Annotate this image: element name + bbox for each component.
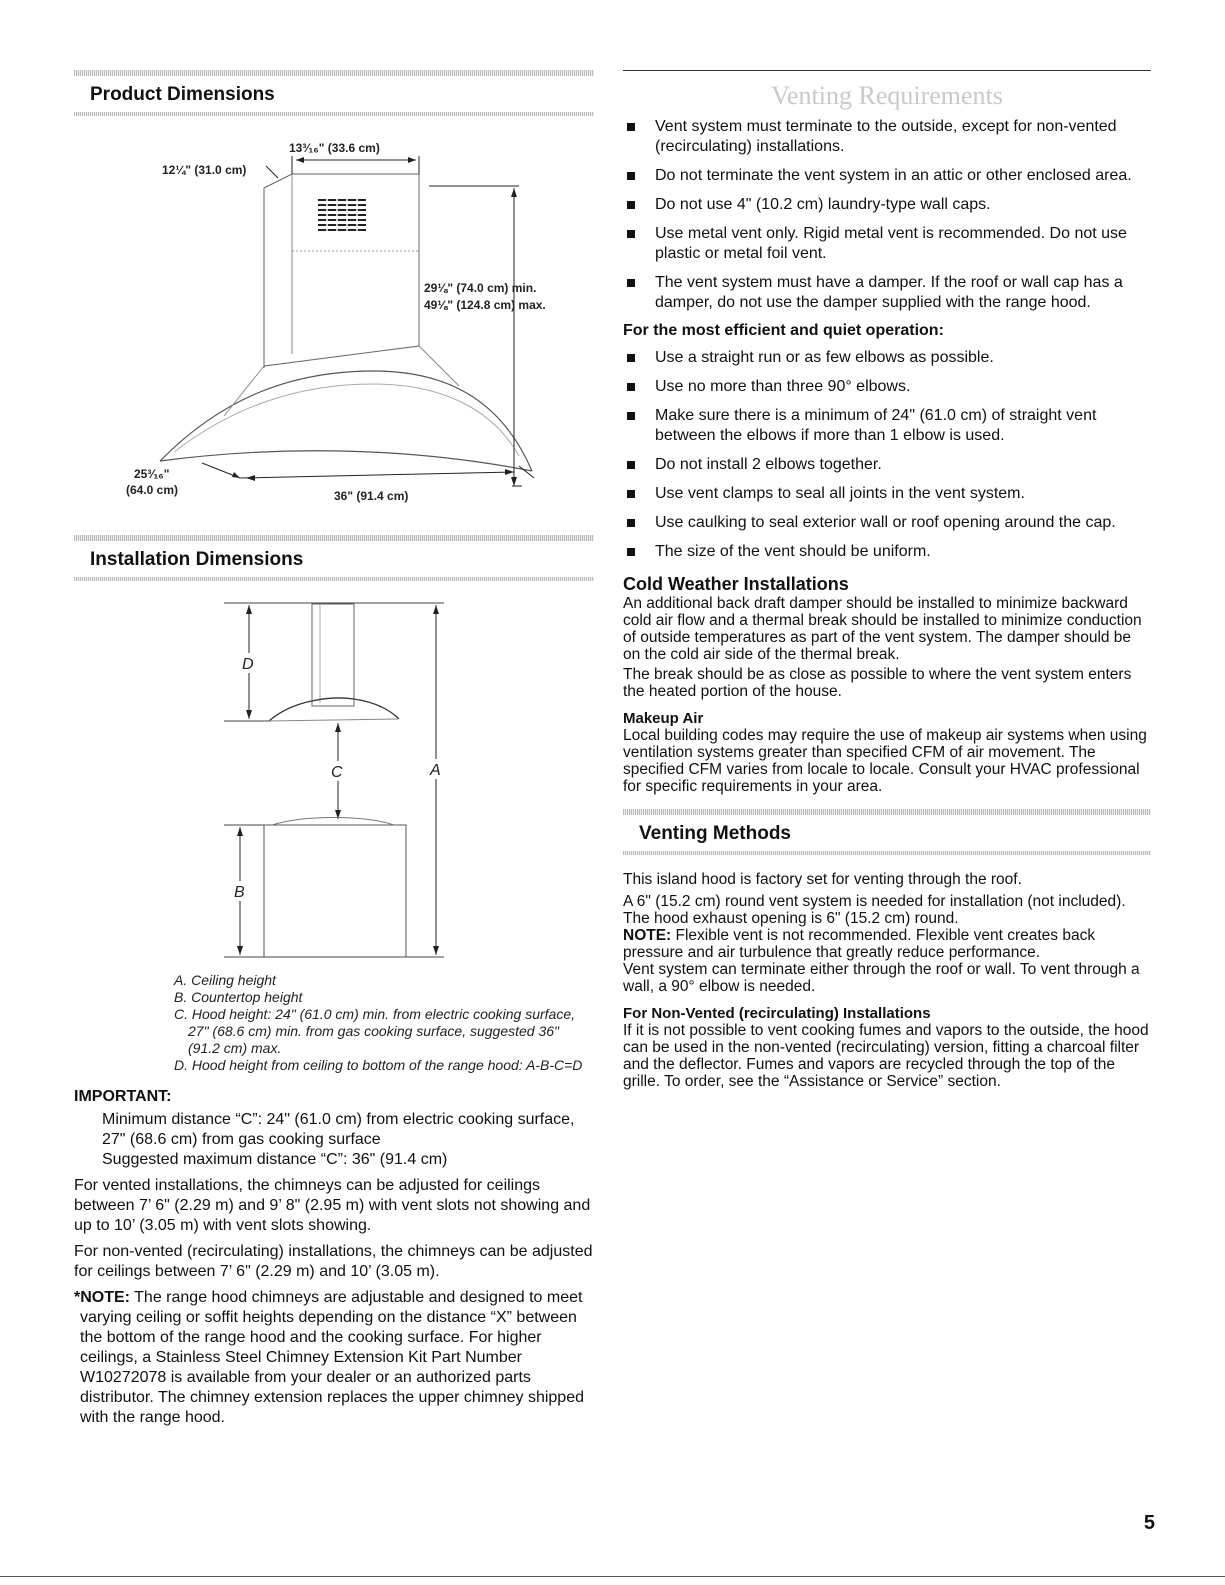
non-vented-heading: For Non-Vented (recirculating) Installations (623, 1005, 931, 1022)
venting-requirements-heading: Venting Requirements (771, 81, 1003, 110)
note-paragraph (623, 927, 1151, 961)
paragraph: If it is not possible to vent cooking fumes and vapors to the outside, the hood can be used in the non-vented (recirculating) version, fitting a charcoal filter and the deflector. Fumes and vapors are recycled through the top of the grille. To order, see the “Assistance or Service” section. (623, 1022, 1149, 1090)
vent-slots-icon (316, 196, 368, 234)
letter-d: D (242, 656, 254, 673)
efficient-operation-heading: For the most efficient and quiet operation: (623, 322, 944, 339)
important-line: Minimum distance “C”: 24" (61.0 cm) from electric cooking surface, 27" (68.6 cm) from gas cooking surface (102, 1111, 575, 1148)
installation-dimensions-heading: Installation Dimensions (90, 549, 304, 570)
note-text: Flexible vent is not recommended. Flexible vent creates back pressure and air turbulence that greatly reduce performance. (623, 927, 1096, 961)
paragraph: This island hood is factory set for venting through the roof. (623, 871, 1022, 888)
letter-b: B (234, 884, 245, 901)
paragraph: For vented installations, the chimneys can be adjusted for ceilings between 7’ 6" (2.29 m) and 9’ 8" (2.95 m) with vent slots not showing and up to 10’ (3.05 m) with vent slots showing. (74, 1177, 591, 1234)
important-line: Suggested maximum distance “C”: 36" (91.4 cm) (102, 1151, 448, 1168)
list-item: Vent system must terminate to the outside, except for non-vented (recirculating) installations. (623, 117, 1151, 157)
product-dimensions-heading: Product Dimensions (90, 84, 275, 105)
dim-left: 12¼" (31.0 cm) (162, 163, 247, 177)
dim-min: 29⅛" (74.0 cm) min. (424, 281, 537, 295)
section-divider (623, 70, 1151, 71)
note-label: NOTE: (623, 927, 672, 944)
list-item: Use no more than three 90° elbows. (623, 377, 1151, 397)
efficient-list (623, 348, 1151, 562)
list-item: Use a straight run or as few elbows as possible. (623, 348, 1151, 368)
paragraph: A 6" (15.2 cm) round vent system is needed for installation (not included). The hood exhaust opening is 6" (15.2 cm) round. (623, 893, 1126, 927)
dim-depth: 25³⁄₁₆" (134, 467, 170, 481)
letter-c: C (331, 764, 343, 781)
paragraph: The break should be as close as possible to where the vent system enters the heated portion of the house. (623, 666, 1132, 700)
list-item: The vent system must have a damper. If the roof or wall cap has a damper, do not use the damper supplied with the range hood. (623, 273, 1151, 313)
list-item: Do not install 2 elbows together. (623, 455, 1151, 475)
left-column (74, 70, 594, 1428)
dim-width: 36" (91.4 cm) (334, 489, 409, 503)
list-item: Use caulking to seal exterior wall or roof opening around the cap. (623, 513, 1151, 533)
dim-max: 49⅛" (124.8 cm) max. (424, 298, 546, 312)
paragraph: Vent system can terminate either through the roof or wall. To vent through a wall, a 90° elbow is needed. (623, 961, 1140, 995)
product-dimensions-diagram (74, 116, 594, 516)
venting-methods-heading: Venting Methods (639, 823, 791, 844)
list-item: Do not terminate the vent system in an attic or other enclosed area. (623, 166, 1151, 186)
diagram-caption (174, 972, 594, 1074)
caption-item: B. Countertop height (174, 989, 303, 1005)
dim-depth-cm: (64.0 cm) (126, 483, 179, 497)
section-divider (74, 535, 594, 541)
requirements-list (623, 117, 1151, 313)
caption-item: C. Hood height: 24" (61.0 cm) min. from electric cooking surface, 27" (68.6 cm) min. from gas cooking surface, suggested 36" (91.2 cm) max. (174, 1006, 576, 1056)
list-item: Use metal vent only. Rigid metal vent is recommended. Do not use plastic or metal foil vent. (623, 224, 1151, 264)
letter-a: A (430, 762, 441, 779)
page-number: 5 (1143, 1512, 1155, 1534)
dim-top: 13³⁄₁₆" (33.6 cm) (289, 141, 380, 155)
note-text: The range hood chimneys are adjustable and designed to meet varying ceiling or soffit heights depending on the distance “X” between the bottom of the range hood and the cooking surface. For higher ceilings, a Stainless Steel Chimney Extension Kit Part Number W10272078 is available from your dealer or an authorized parts distributor. The chimney extension replaces the upper chimney shipped with the range hood. (80, 1289, 584, 1426)
makeup-air-heading: Makeup Air (623, 710, 704, 727)
note-label: *NOTE: (74, 1289, 130, 1306)
list-item: Use vent clamps to seal all joints in the vent system. (623, 484, 1151, 504)
paragraph: For non-vented (recirculating) installations, the chimneys can be adjusted for ceilings between 7’ 6" (2.29 m) and 10’ (3.05 m). (74, 1243, 593, 1280)
important-heading: IMPORTANT: (74, 1088, 172, 1105)
list-item: Do not use 4" (10.2 cm) laundry-type wall caps. (623, 195, 1151, 215)
section-divider (74, 70, 594, 76)
bottom-rule (0, 1576, 1225, 1577)
paragraph: Local building codes may require the use of makeup air systems when using ventilation systems greater than specified CFM of air movement. The specified CFM varies from locale to locale. Consult your HVAC professional for specific requirements in your area. (623, 727, 1147, 795)
caption-item: D. Hood height from ceiling to bottom of the range hood: A-B-C=D (174, 1057, 583, 1073)
section-divider (623, 809, 1151, 815)
right-column (623, 70, 1151, 1090)
installation-dimensions-diagram (74, 581, 594, 961)
cold-weather-heading: Cold Weather Installations (623, 574, 849, 594)
caption-item: A. Ceiling height (174, 972, 276, 988)
note-paragraph (74, 1288, 594, 1428)
section-divider (623, 851, 1151, 855)
list-item: The size of the vent should be uniform. (623, 542, 1151, 562)
paragraph: An additional back draft damper should be installed to minimize backward cold air flow and a thermal break should be installed to minimize conduction of outside temperatures as part of the vent system. The damper should be on the cold air side of the thermal break. (623, 595, 1142, 663)
list-item: Make sure there is a minimum of 24" (61.0 cm) of straight vent between the elbows if more than 1 elbow is used. (623, 406, 1151, 446)
